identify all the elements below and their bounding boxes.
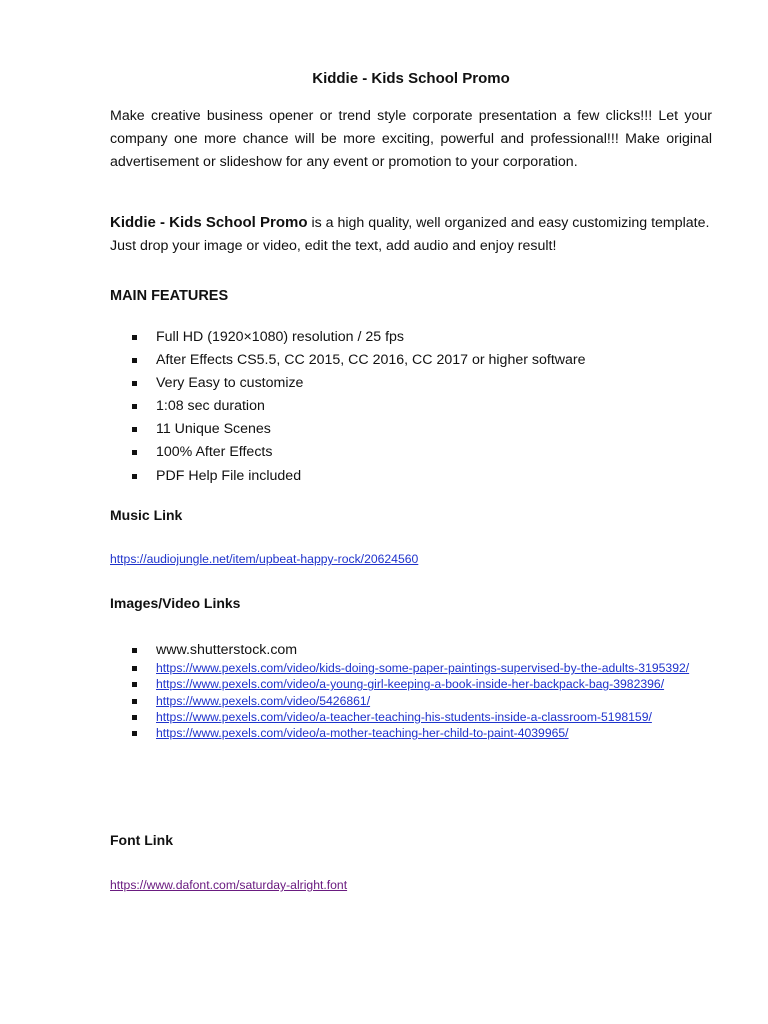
bullet-icon (132, 682, 137, 687)
bullet-icon (132, 404, 137, 409)
link-item (110, 641, 712, 660)
bullet-icon (132, 648, 137, 653)
feature-text: 11 Unique Scenes (156, 421, 271, 438)
feature-text: PDF Help File included (156, 467, 302, 484)
feature-text: Very Easy to customize (156, 375, 304, 392)
bullet-icon (132, 335, 137, 340)
features-list (110, 326, 586, 488)
feature-text: After Effects CS5.5, CC 2015, CC 2016, CC 2017 or higher software (156, 352, 586, 369)
feature-item (110, 349, 586, 372)
music-link[interactable]: https://audiojungle.net/item/upbeat-happy-rock/20624560 (110, 552, 419, 566)
font-link[interactable]: https://www.dafont.com/saturday-alright.font (110, 878, 348, 892)
document-title: Kiddie - Kids School Promo (312, 70, 510, 87)
feature-item (110, 441, 586, 464)
bullet-icon (132, 474, 137, 479)
images-video-links-heading: Images/Video Links (110, 595, 241, 611)
link-item (110, 693, 712, 709)
bullet-icon (132, 450, 137, 455)
bullet-icon (132, 427, 137, 432)
bullet-icon (132, 699, 137, 704)
music-link-row (110, 552, 418, 566)
pexels-link[interactable]: https://www.pexels.com/video/5426861/ (156, 693, 371, 708)
description-lead: Kiddie - Kids School Promo (110, 214, 308, 231)
font-link-row (110, 878, 347, 892)
bullet-icon (132, 731, 137, 736)
feature-text: 1:08 sec duration (156, 398, 265, 415)
images-video-links-list (110, 641, 712, 741)
description-text: is a high quality, well organized and easy customizing template. Just drop your image or video, edit the text, add audio and enjoy result! (110, 215, 710, 254)
feature-text: Full HD (1920×1080) resolution / 25 fps (156, 329, 405, 345)
feature-item (110, 395, 586, 418)
music-link-heading: Music Link (110, 507, 183, 523)
pexels-link[interactable]: https://www.pexels.com/video/a-teacher-teaching-his-students-inside-a-classroom-5198159/ (156, 709, 652, 724)
pexels-link[interactable]: https://www.pexels.com/video/a-young-girl-keeping-a-book-inside-her-backpack-bag-3982396/ (156, 677, 665, 692)
feature-text: 100% After Effects (156, 444, 273, 461)
pexels-link[interactable]: https://www.pexels.com/video/a-mother-teaching-her-child-to-paint-4039965/ (156, 726, 569, 741)
link-item (110, 660, 712, 676)
font-link-heading: Font Link (110, 832, 173, 848)
bullet-icon (132, 381, 137, 386)
intro-paragraph: Make creative business opener or trend style corporate presentation a few clicks!!! Let your company one more chance will be more exciting, powerful and professional!!! Make original advertisement or slideshow for any event or promotion to your corporation. (110, 108, 712, 170)
bullet-icon (132, 715, 137, 720)
shutterstock-text: www.shutterstock.com (156, 642, 298, 658)
description-paragraph (110, 211, 712, 258)
feature-item (110, 326, 586, 349)
bullet-icon (132, 666, 137, 671)
link-item (110, 725, 712, 741)
feature-item (110, 372, 586, 395)
main-features-heading: MAIN FEATURES (110, 288, 229, 304)
link-item (110, 676, 712, 692)
feature-item (110, 418, 586, 441)
feature-item (110, 465, 586, 488)
link-item (110, 709, 712, 725)
bullet-icon (132, 358, 137, 363)
pexels-link[interactable]: https://www.pexels.com/video/kids-doing-some-paper-paintings-supervised-by-the-adults-3195392/ (156, 661, 690, 675)
